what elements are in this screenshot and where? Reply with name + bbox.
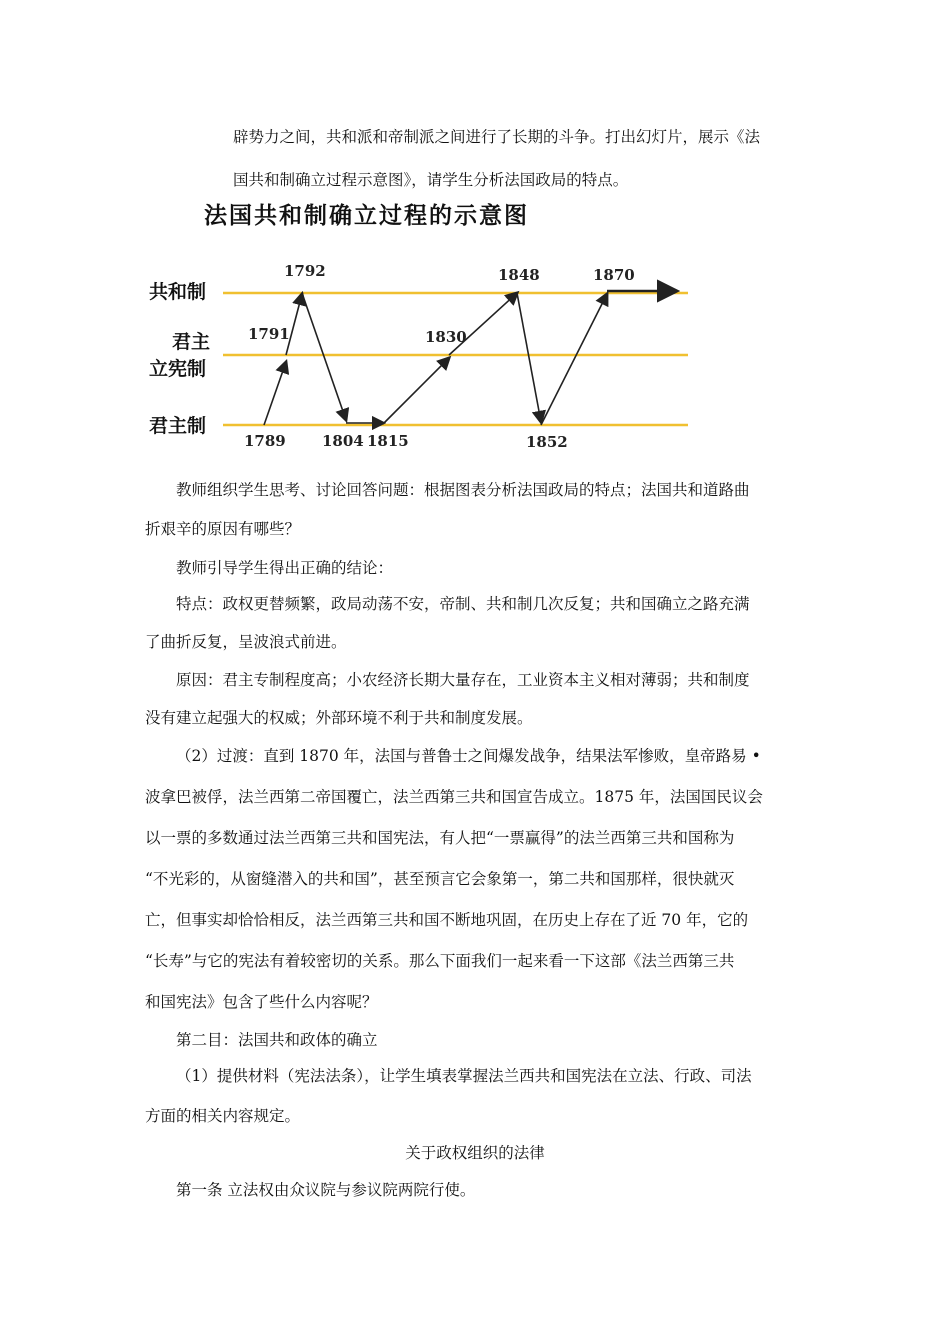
arrow-1789-1791 (264, 362, 286, 425)
paragraph-line: 方面的相关内容规定。 (145, 1107, 301, 1125)
paragraph-line: 教师组织学生思考、讨论回答问题：根据图表分析法国政局的特点；法国共和道路曲 (176, 481, 750, 499)
paragraph-line: “长寿”与它的宪法有着较密切的关系。那么下面我们一起来看一下这部《法兰西第三共 (145, 952, 735, 970)
law-title: 关于政权组织的法律 (405, 1144, 545, 1162)
year-label: 1792 (284, 262, 326, 280)
paragraph-line: “不光彩的，从窗缝潜入的共和国”，甚至预言它会象第一，第二共和国那样，很快就灭 (145, 870, 735, 888)
level-label-constitutional-2: 立宪制 (149, 358, 207, 380)
paragraph-line: 辟势力之间，共和派和帝制派之间进行了长期的斗争。打出幻灯片，展示《法 (233, 128, 761, 146)
year-label: 1848 (498, 266, 540, 284)
paragraph-line: 特点：政权更替频繁，政局动荡不安，帝制、共和制几次反复；共和国确立之路充满 (176, 595, 750, 613)
level-label-republic: 共和制 (149, 281, 207, 303)
section-heading: 第二目：法国共和政体的确立 (176, 1031, 378, 1049)
paragraph-line: 了曲折反复，呈波浪式前进。 (145, 633, 347, 651)
year-label: 1804 (322, 432, 364, 450)
paragraph-line: 没有建立起强大的权威；外部环境不利于共和制度发展。 (145, 709, 533, 727)
arrow-1792-1804 (302, 293, 346, 420)
paragraph-line: 国共和制确立过程示意图》，请学生分析法国政局的特点。 (233, 171, 629, 189)
paragraph-line: 以一票的多数通过法兰西第三共和国宪法，有人把“一票赢得”的法兰西第三共和国称为 (145, 829, 735, 847)
level-label-monarchy: 君主制 (149, 415, 207, 437)
year-label: 1830 (425, 328, 467, 346)
paragraph-line: 折艰辛的原因有哪些？ (145, 520, 301, 538)
year-label: 1870 (593, 266, 635, 284)
paragraph-line: 波拿巴被俘，法兰西第二帝国覆亡，法兰西第三共和国宣告成立。1875 年，法国国民议会 (145, 788, 763, 806)
year-label: 1815 (367, 432, 409, 450)
year-label: 1791 (248, 325, 290, 343)
republic-process-diagram (140, 196, 700, 461)
arrow-1815-1830 (383, 358, 449, 424)
paragraph-line: 亡，但事实却恰恰相反，法兰西第三共和国不断地巩固，在历史上存在了近 70 年，它的 (145, 911, 749, 929)
diagram-title: 法国共和制确立过程的示意图 (204, 202, 529, 229)
paragraph-line: 原因：君主专制程度高；小农经济长期大量存在，工业资本主义相对薄弱；共和制度 (176, 671, 750, 689)
arrow-1848-1852 (517, 293, 541, 422)
year-label: 1852 (526, 433, 568, 451)
paragraph-line: （2）过渡：直到 1870 年，法国与普鲁士之间爆发战争，结果法军惨败，皇帝路易 • (176, 747, 761, 765)
law-article: 第一条 立法权由众议院与参议院两院行使。 (176, 1181, 476, 1199)
paragraph-line: 和国宪法》包含了些什么内容呢？ (145, 993, 378, 1011)
arrow-1852-1870 (541, 294, 607, 425)
year-label: 1789 (244, 432, 286, 450)
level-label-constitutional-1: 君主 (172, 331, 211, 353)
paragraph-line: 教师引导学生得出正确的结论： (176, 559, 394, 577)
paragraph-line: （1）提供材料（宪法法条），让学生填表掌握法兰西共和国宪法在立法、行政、司法 (176, 1067, 752, 1085)
